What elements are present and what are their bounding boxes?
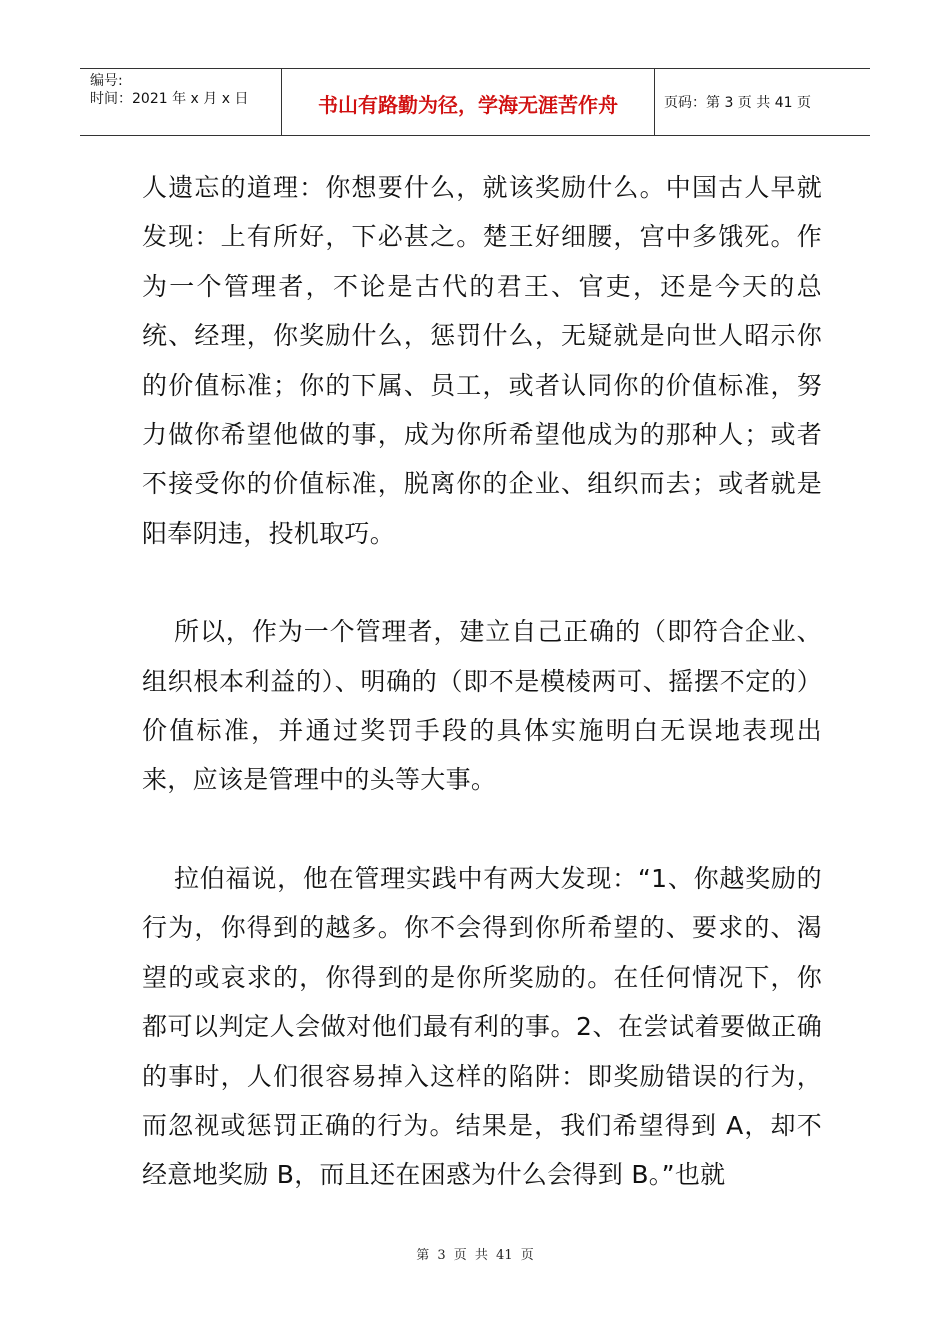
document-time-label: 时间：2021 年 x 月 x 日 xyxy=(90,91,249,107)
document-body xyxy=(142,163,822,1200)
page-footer: 第 3 页 共 41 页 xyxy=(416,1248,534,1263)
header-left-cell xyxy=(80,69,280,135)
header-motto: 书山有路勤为径，学海无涯苦作舟 xyxy=(318,93,618,117)
body-paragraph: 人遗忘的道理：你想要什么，就该奖励什么。中国古人早就发现：上有所好，下必甚之。楚王好细腰，宫中多饿死。作为一个管理者，不论是古代的君王、官吏，还是今天的总统、经理，你奖励什么，惩罚什么，无疑就是向世人昭示你的价值标准；你的下属、员工，或者认同你的价值标准，努力做你希望他做的事，成为你所希望他成为的那种人；或者不接受你的价值标准，脱离你的企业、组织而去；或者就是阳奉阴违，投机取巧。 xyxy=(142,173,822,548)
document-number-label: 编号: xyxy=(90,73,123,89)
header-right-cell xyxy=(654,69,870,135)
paragraph-spacer xyxy=(142,805,822,854)
paragraph-spacer xyxy=(142,558,822,607)
header-page-info: 页码：第 3 页 共 41 页 xyxy=(664,95,811,111)
body-paragraph: 所以，作为一个管理者，建立自己正确的（即符合企业、组织根本利益的）、明确的（即不是模棱两可、摇摆不定的）价值标准，并通过奖罚手段的具体实施明白无误地表现出来，应该是管理中的头等大事。 xyxy=(142,617,822,795)
page-header xyxy=(80,68,870,136)
body-paragraph: 拉伯福说，他在管理实践中有两大发现：“1、你越奖励的行为，你得到的越多。你不会得到你所希望的、要求的、渴望的或哀求的，你得到的是你所奖励的。在任何情况下，你都可以判定人会做对他们最有利的事。2、在尝试着要做正确的事时，人们很容易掉入这样的陷阱：即奖励错误的行为，而忽视或惩罚正确的行为。结果是，我们希望得到 A，却不经意地奖励 B，而且还在困惑为什么会得到 B。”也就 xyxy=(142,863,822,1190)
header-motto-cell xyxy=(281,69,655,135)
